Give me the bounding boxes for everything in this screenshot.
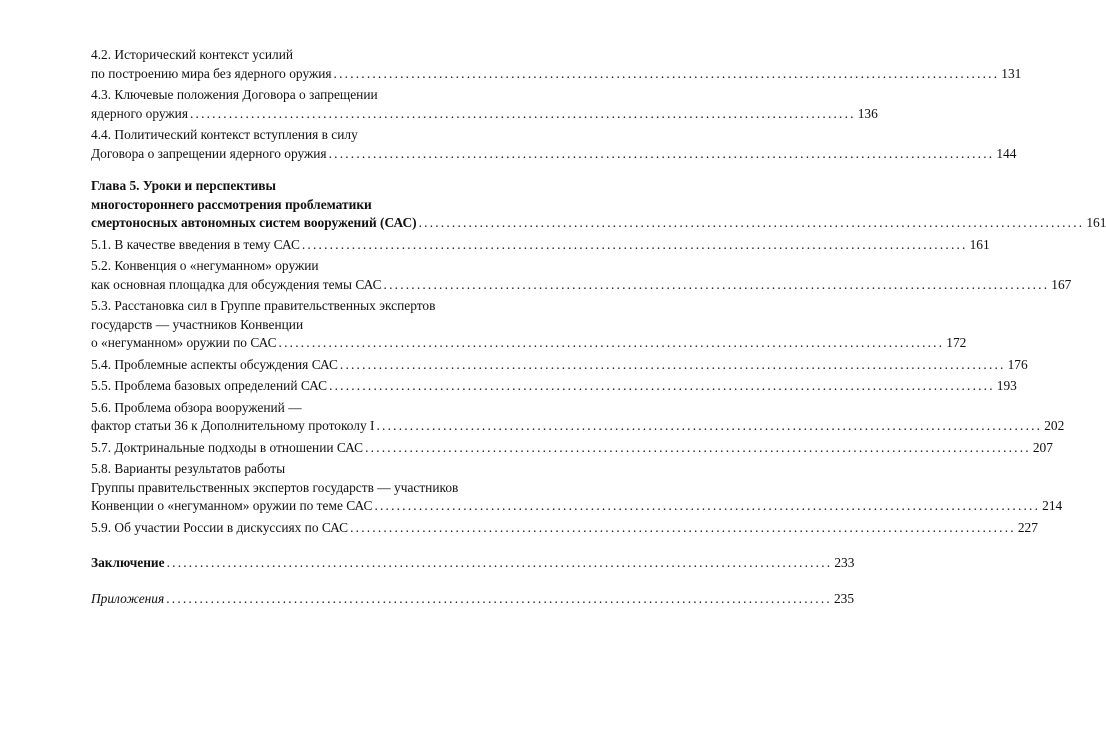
toc-entry-5-2 xyxy=(91,257,1072,294)
dot-leader: ........................................................................................................................ xyxy=(365,439,1031,455)
dot-leader: ........................................................................................................................ xyxy=(418,215,1085,230)
dot-leader: ........................................................................................................................ xyxy=(278,335,945,350)
toc-entry-text: 5.5. Проблема базовых определений САС xyxy=(91,378,328,393)
toc-conclusion xyxy=(91,554,855,573)
dot-leader: ........................................................................................................................ xyxy=(333,65,1000,81)
toc-entry-text: 5.6. Проблема обзора вооружений — xyxy=(91,399,302,415)
page-number: 207 xyxy=(1032,439,1053,455)
toc-entry-text: 4.2. Исторический контекст усилий xyxy=(91,47,294,62)
page-number: 176 xyxy=(1007,356,1028,372)
page-number: 235 xyxy=(833,590,855,606)
toc-entry-text: Конвенции о «негуманном» оружии по теме САС xyxy=(91,498,373,513)
page-number: 233 xyxy=(834,555,855,570)
toc-entry-text: 5.9. Об участии России в дискуссиях по САС xyxy=(91,519,349,535)
dot-leader: ........................................................................................................................ xyxy=(383,276,1050,292)
dot-leader: ........................................................................................................................ xyxy=(301,236,968,252)
toc-chapter-5 xyxy=(91,177,1106,233)
dot-leader: ........................................................................................................................ xyxy=(166,590,832,606)
page-number: 214 xyxy=(1042,498,1063,513)
toc-entry-5-6 xyxy=(91,399,1065,436)
toc-entry-5-7 xyxy=(91,439,1053,458)
dot-leader: ........................................................................................................................ xyxy=(339,356,1006,372)
chapter-title: многостороннего рассмотрения проблематики xyxy=(91,196,372,212)
dot-leader: ........................................................................................................................ xyxy=(376,418,1043,433)
toc-appendices xyxy=(91,590,855,609)
toc-entry-5-3 xyxy=(91,297,967,353)
page-number: 144 xyxy=(996,145,1017,161)
dot-leader: ........................................................................................................................ xyxy=(329,378,995,393)
toc-entry-text: фактор статьи 36 к Дополнительному протоколу I xyxy=(91,418,375,433)
toc-entry-text: ядерного оружия xyxy=(91,105,188,121)
page-number: 172 xyxy=(946,335,967,350)
toc-entry-text: по построению мира без ядерного оружия xyxy=(91,65,332,81)
page-number: 202 xyxy=(1044,418,1065,433)
toc-entry-4-4 xyxy=(91,126,1017,163)
page-number: 161 xyxy=(969,236,990,252)
toc-entry-text: 4.3. Ключевые положения Договора о запрещении xyxy=(91,87,378,102)
page-number: 167 xyxy=(1051,276,1072,292)
dot-leader: ........................................................................................................................ xyxy=(166,555,833,570)
toc-entry-text: 4.4. Политический контекст вступления в силу xyxy=(91,127,358,142)
table-of-contents xyxy=(91,46,1106,611)
toc-entry-text: о «негуманном» оружии по САС xyxy=(91,335,277,350)
toc-entry-text: государств — участников Конвенции xyxy=(91,316,304,332)
toc-entry-text: Договора о запрещении ядерного оружия xyxy=(91,145,327,161)
dot-leader: ........................................................................................................................ xyxy=(350,519,1016,535)
section-title: Заключение xyxy=(91,555,165,570)
toc-entry-text: Группы правительственных экспертов государств — участников xyxy=(91,479,459,495)
dot-leader: ........................................................................................................................ xyxy=(374,498,1041,513)
page-number: 227 xyxy=(1017,519,1038,535)
section-title: Приложения xyxy=(91,590,165,606)
toc-entry-text: как основная площадка для обсуждения темы САС xyxy=(91,276,382,292)
page-number: 161 xyxy=(1086,215,1106,230)
toc-entry-text: 5.1. В качестве введения в тему САС xyxy=(91,236,300,252)
toc-entry-text: 5.7. Доктринальные подходы в отношении САС xyxy=(91,439,364,455)
page-number: 131 xyxy=(1001,65,1022,81)
page-number: 193 xyxy=(996,378,1017,393)
chapter-title: Глава 5. Уроки и перспективы xyxy=(91,178,276,193)
page-number: 136 xyxy=(857,105,878,121)
toc-entry-text: 5.3. Расстановка сил в Группе правительственных экспертов xyxy=(91,298,436,313)
dot-leader: ........................................................................................................................ xyxy=(189,105,856,121)
toc-entry-5-8 xyxy=(91,460,1063,516)
toc-entry-5-4 xyxy=(91,356,1028,375)
toc-entry-text: 5.2. Конвенция о «негуманном» оружии xyxy=(91,258,319,273)
chapter-title: смертоносных автономных систем вооружений (САС) xyxy=(91,215,417,230)
toc-entry-5-1 xyxy=(91,236,990,255)
toc-entry-4-3 xyxy=(91,86,878,123)
toc-entry-text: 5.8. Варианты результатов работы xyxy=(91,461,286,476)
toc-entry-text: 5.4. Проблемные аспекты обсуждения САС xyxy=(91,356,338,372)
toc-entry-4-2 xyxy=(91,46,1022,83)
toc-entry-5-9 xyxy=(91,519,1038,538)
toc-entry-5-5 xyxy=(91,377,1017,396)
dot-leader: ........................................................................................................................ xyxy=(328,145,995,161)
